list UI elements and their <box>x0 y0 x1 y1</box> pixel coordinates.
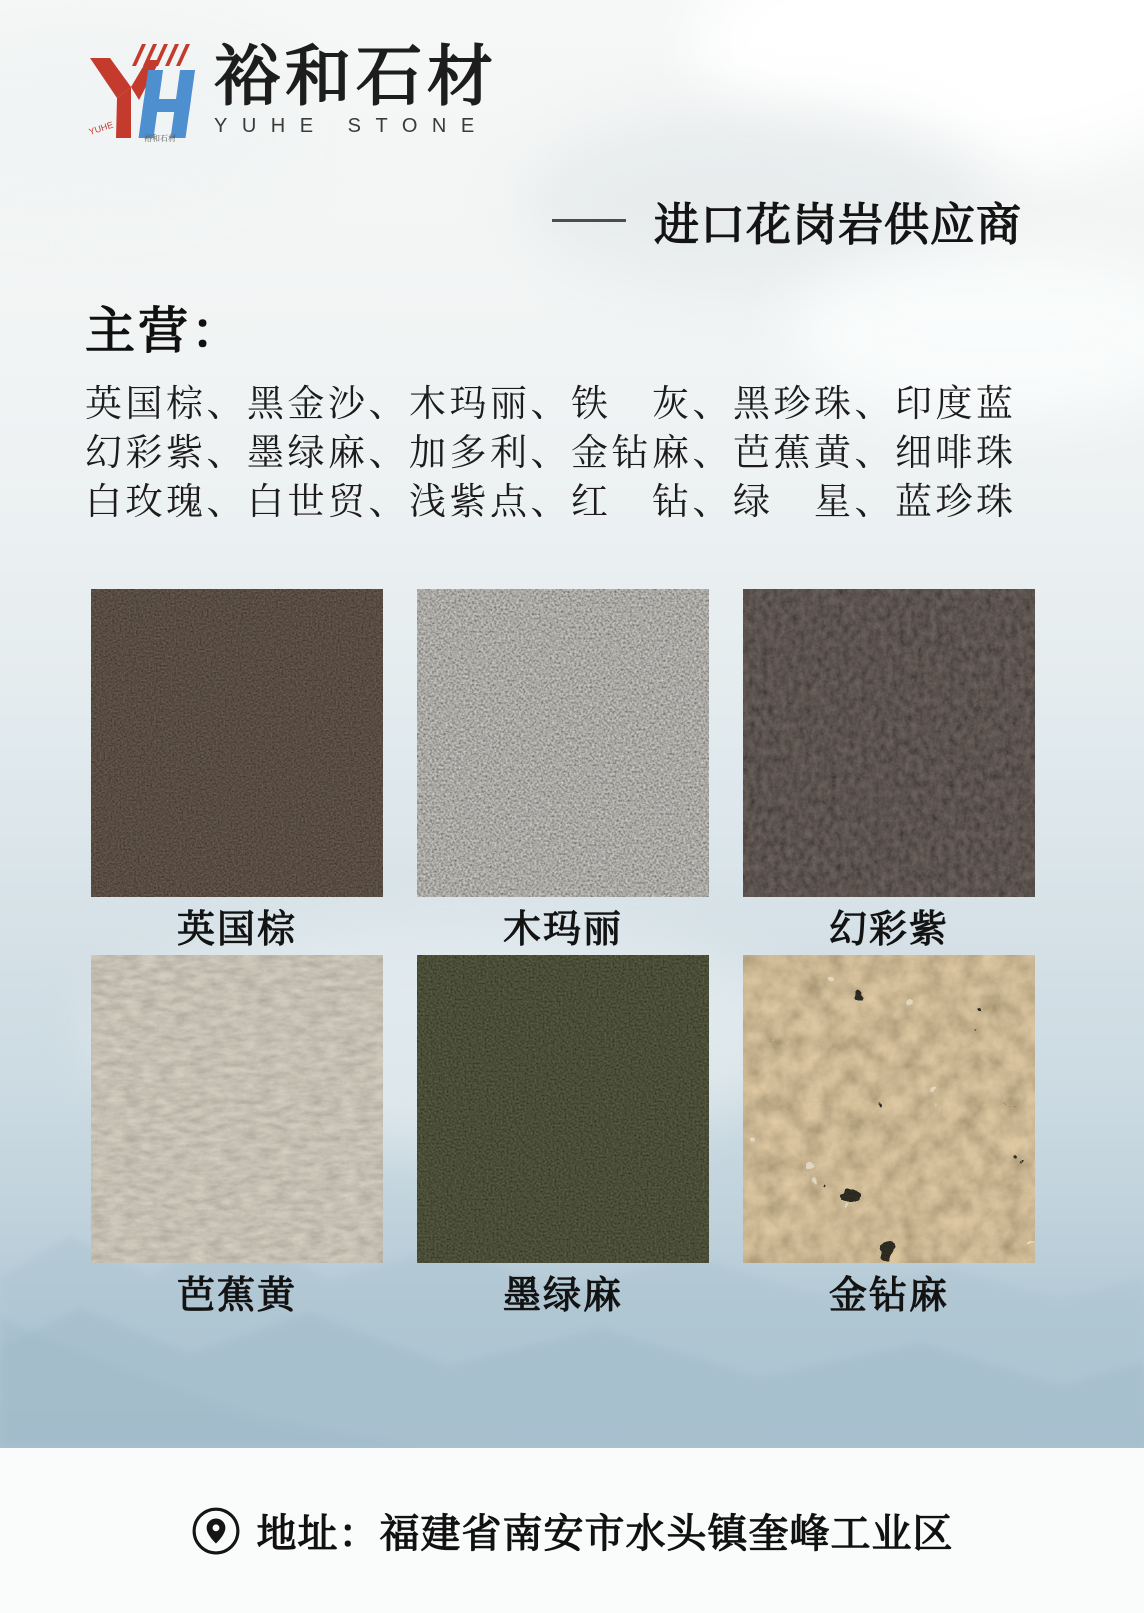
yh-logo-icon <box>86 42 204 142</box>
granite-noise-layer <box>91 589 383 897</box>
product-line-1: 英国棕、黑金沙、木玛丽、铁 灰、黑珍珠、印度蓝 <box>85 383 1013 424</box>
logo-small-text-en: YUHE <box>87 119 115 137</box>
header-brand <box>86 39 498 142</box>
granite-texture <box>417 589 709 897</box>
granite-texture <box>417 955 709 1263</box>
location-pin-icon <box>191 1506 241 1556</box>
granite-sample <box>91 955 383 1321</box>
granite-sample <box>743 955 1035 1321</box>
granite-sample <box>417 955 709 1321</box>
brand-text <box>214 39 498 138</box>
logo-small-text-cn: 裕和石材 <box>144 134 176 142</box>
granite-texture <box>743 589 1035 897</box>
granite-swatch-image <box>743 955 1035 1263</box>
granite-swatch-image <box>417 955 709 1263</box>
tagline <box>552 188 1022 253</box>
product-line-3: 白玫瑰、白世贸、浅紫点、红 钻、绿 星、蓝珍珠 <box>85 481 1013 522</box>
granite-grain-layer <box>91 955 383 1263</box>
main-products-section <box>85 303 1013 526</box>
granite-grain-layer <box>743 589 1035 897</box>
tagline-text: 进口花岗岩供应商 <box>653 199 1022 250</box>
logo-letter-h <box>139 70 196 138</box>
tagline-dash-line <box>552 219 626 222</box>
granite-swatch-image <box>743 589 1035 897</box>
address-text: 地址：福建省南安市水头镇奎峰工业区 <box>256 1512 954 1556</box>
granite-texture <box>91 955 383 1263</box>
granite-sample-grid <box>91 589 1035 1321</box>
footer-address-bar <box>0 1448 1144 1613</box>
granite-noise-layer <box>417 955 709 1263</box>
granite-swatch-image <box>91 955 383 1263</box>
granite-swatch-image <box>417 589 709 897</box>
granite-sample <box>91 589 383 955</box>
granite-name: 墨绿麻 <box>502 1275 623 1317</box>
granite-texture <box>91 589 383 897</box>
product-line-2: 幻彩紫、墨绿麻、加多利、金钻麻、芭蕉黄、细啡珠 <box>85 432 1013 473</box>
logo-stripes <box>132 44 190 66</box>
granite-swatch-image <box>91 589 383 897</box>
brand-name-english: YUHE STONE <box>214 115 489 138</box>
granite-grain-layer <box>743 955 1035 1263</box>
granite-sample <box>743 589 1035 955</box>
granite-name: 幻彩紫 <box>828 909 949 951</box>
granite-name: 芭蕉黄 <box>176 1275 297 1317</box>
granite-sample <box>417 589 709 955</box>
granite-noise-layer <box>417 589 709 897</box>
granite-name: 英国棕 <box>176 909 297 951</box>
granite-name: 木玛丽 <box>502 909 623 951</box>
products-heading: 主营： <box>85 303 244 359</box>
granite-texture <box>743 955 1035 1263</box>
brand-name-chinese: 裕和石材 <box>214 39 498 113</box>
granite-name: 金钻麻 <box>828 1275 949 1317</box>
